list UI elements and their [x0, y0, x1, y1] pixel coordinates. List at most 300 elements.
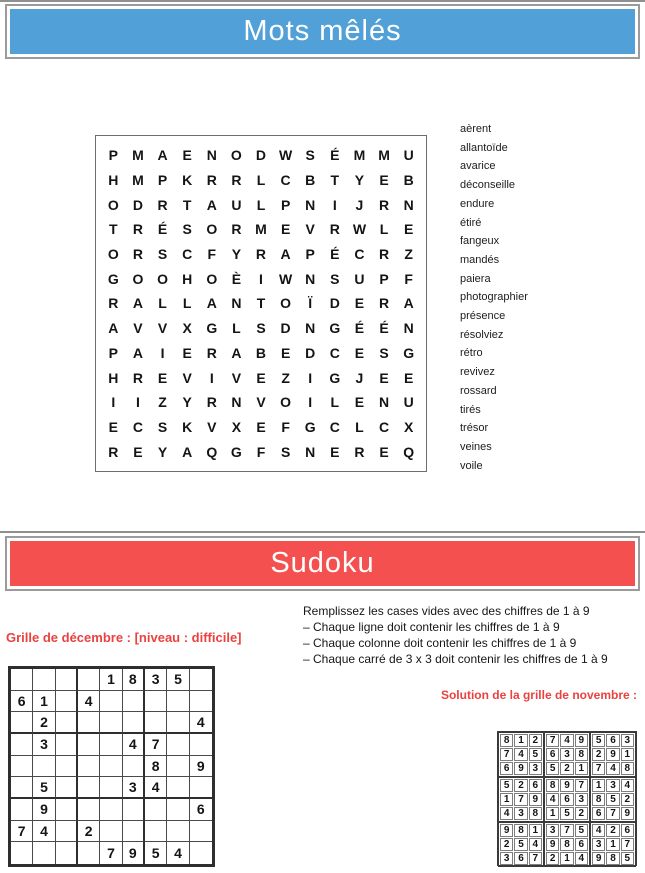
puzzle-cell-r8c5 — [100, 821, 122, 843]
puzzle-cell-r1c4 — [78, 669, 100, 691]
puzzle-cell-r8c3 — [56, 821, 78, 843]
solution-block-2 — [544, 732, 590, 777]
solution-cell-r9c1: 3 — [500, 852, 513, 865]
solution-block-1 — [498, 732, 544, 777]
ws-letter-r4c4: S — [182, 221, 192, 238]
solution-cell-r1c4: 7 — [546, 734, 559, 747]
ws-letter-r12c6: X — [231, 418, 242, 435]
ws-letter-r11c4: Y — [182, 394, 192, 411]
puzzle-cell-r5c3 — [56, 756, 78, 778]
ws-letter-r6c2: O — [132, 270, 144, 287]
ws-letter-r1c9: S — [305, 147, 315, 164]
solution-cell-r1c9: 3 — [621, 734, 634, 747]
solution-cell-r1c2: 1 — [514, 734, 527, 747]
ws-letter-r13c3: Y — [157, 443, 168, 460]
instruction-line-4: – Chaque carré de 3 x 3 doit contenir les chiffres de 1 à 9 — [303, 652, 608, 666]
puzzle-cell-r1c3 — [56, 669, 78, 691]
word-list-item-15: rossard — [460, 384, 497, 397]
ws-letter-r1c6: O — [230, 147, 242, 164]
puzzle-cell-r3c2: 2 — [33, 712, 55, 734]
solution-cell-r1c1: 8 — [500, 734, 513, 747]
solution-cell-r5c6: 3 — [575, 793, 588, 806]
puzzle-cell-r7c4 — [78, 799, 100, 821]
ws-letter-r6c1: G — [107, 270, 119, 287]
ws-letter-r12c13: X — [404, 418, 414, 435]
word-list-item-2: allantoïde — [460, 141, 508, 154]
solution-cell-r6c2: 3 — [514, 807, 527, 820]
puzzle-cell-r9c7: 5 — [145, 842, 167, 864]
puzzle-cell-r6c6: 3 — [123, 777, 145, 799]
ws-letter-r5c13: Z — [404, 246, 413, 263]
puzzle-cell-r2c2: 1 — [33, 691, 55, 713]
ws-letter-r12c1: E — [108, 418, 118, 435]
solution-block-3 — [590, 732, 636, 777]
solution-cell-r8c2: 5 — [514, 838, 527, 851]
ws-letter-r3c1: O — [107, 196, 119, 213]
instruction-line-1: Remplissez les cases vides avec des chiffres de 1 à 9 — [303, 604, 590, 618]
puzzle-cell-r8c9 — [190, 821, 212, 843]
ws-letter-r8c5: G — [206, 320, 218, 337]
word-list-item-5: endure — [460, 197, 495, 210]
ws-letter-r2c6: R — [231, 172, 242, 189]
ws-letter-r1c5: N — [206, 147, 217, 164]
ws-letter-r2c7: L — [256, 172, 266, 189]
solution-cell-r3c5: 2 — [560, 762, 573, 775]
ws-letter-r8c13: N — [403, 320, 414, 337]
ws-letter-r13c9: N — [305, 443, 316, 460]
puzzle-cell-r1c8: 5 — [167, 669, 189, 691]
solution-cell-r6c7: 6 — [592, 807, 605, 820]
ws-letter-r6c10: S — [330, 270, 340, 287]
ws-letter-r8c10: G — [329, 320, 341, 337]
ws-letter-r7c3: L — [158, 295, 167, 312]
solution-cell-r9c5: 1 — [560, 852, 573, 865]
word-list-item-10: photographier — [460, 291, 528, 304]
solution-cell-r7c4: 3 — [546, 824, 559, 837]
ws-letter-r1c2: M — [132, 147, 144, 164]
puzzle-cell-r2c8 — [167, 691, 189, 713]
word-list-item-19: voile — [460, 459, 483, 472]
ws-letter-r1c13: U — [403, 147, 414, 164]
wordsearch-header-bar — [10, 9, 635, 54]
solution-cell-r4c1: 5 — [500, 779, 513, 792]
ws-letter-r13c2: E — [133, 443, 143, 460]
word-list-item-16: tirés — [460, 403, 481, 416]
ws-letter-r9c8: E — [280, 344, 291, 361]
solution-block-7 — [498, 822, 544, 867]
ws-letter-r1c12: M — [378, 147, 390, 164]
ws-letter-r3c10: I — [332, 196, 337, 213]
solution-cell-r6c9: 9 — [621, 807, 634, 820]
ws-letter-r9c11: E — [354, 344, 365, 361]
word-list-item-7: fangeux — [460, 235, 500, 248]
ws-letter-r4c9: V — [305, 221, 315, 238]
solution-cell-r3c1: 6 — [500, 762, 513, 775]
solution-cell-r1c3: 2 — [529, 734, 542, 747]
solution-cell-r4c4: 8 — [546, 779, 559, 792]
solution-cell-r5c1: 1 — [500, 793, 513, 806]
ws-letter-r4c10: R — [329, 221, 340, 238]
puzzle-cell-r9c4 — [78, 842, 100, 864]
word-list-item-1: aèrent — [460, 123, 492, 135]
word-list-item-8: mandés — [460, 253, 500, 266]
solution-cell-r1c8: 6 — [606, 734, 619, 747]
ws-letter-r8c6: L — [232, 320, 241, 337]
solution-cell-r1c6: 9 — [575, 734, 588, 747]
ws-letter-r1c1: P — [108, 147, 118, 164]
puzzle-cell-r5c5 — [100, 756, 122, 778]
ws-letter-r9c7: B — [255, 344, 267, 361]
ws-letter-r12c4: K — [182, 418, 193, 435]
ws-letter-r9c1: P — [108, 344, 118, 361]
solution-cell-r2c4: 6 — [546, 748, 559, 761]
ws-letter-r6c9: N — [305, 270, 316, 287]
puzzle-cell-r4c9 — [190, 734, 212, 756]
ws-letter-r9c13: G — [403, 344, 415, 361]
sudoku-solution-grid — [497, 731, 637, 866]
solution-cell-r3c4: 5 — [546, 762, 559, 775]
solution-cell-r9c2: 6 — [514, 852, 527, 865]
solution-cell-r5c3: 9 — [529, 793, 542, 806]
puzzle-cell-r2c7 — [145, 691, 167, 713]
ws-letter-r12c9: G — [304, 418, 316, 435]
ws-letter-r11c12: N — [379, 394, 390, 411]
solution-cell-r7c1: 9 — [500, 824, 513, 837]
solution-block-6 — [590, 777, 636, 822]
ws-letter-r3c6: U — [231, 196, 242, 213]
puzzle-cell-r9c8: 4 — [167, 842, 189, 864]
ws-letter-r5c4: C — [182, 246, 193, 263]
puzzle-cell-r1c9 — [190, 669, 212, 691]
solution-cell-r6c4: 1 — [546, 807, 559, 820]
solution-cell-r2c1: 7 — [500, 748, 513, 761]
ws-letter-r7c12: R — [379, 295, 390, 312]
puzzle-cell-r1c7: 3 — [145, 669, 167, 691]
solution-cell-r2c9: 1 — [621, 748, 634, 761]
puzzle-cell-r7c1 — [11, 799, 33, 821]
ws-letter-r8c3: V — [157, 320, 168, 337]
puzzle-cell-r4c8 — [167, 734, 189, 756]
solution-cell-r2c3: 5 — [529, 748, 542, 761]
word-list-item-6: étiré — [460, 216, 482, 229]
ws-letter-r1c7: D — [255, 147, 267, 164]
puzzle-cell-r7c6 — [123, 799, 145, 821]
solution-cell-r4c5: 9 — [560, 779, 573, 792]
puzzle-cell-r9c9 — [190, 842, 212, 864]
ws-letter-r1c4: E — [182, 147, 192, 164]
solution-cell-r6c3: 8 — [529, 807, 542, 820]
solution-cell-r5c7: 8 — [592, 793, 605, 806]
ws-letter-r10c3: E — [157, 369, 168, 386]
ws-letter-r9c10: C — [329, 344, 340, 361]
ws-letter-r12c8: F — [281, 418, 290, 435]
ws-letter-r10c12: E — [379, 369, 389, 386]
puzzle-cell-r6c8 — [167, 777, 189, 799]
ws-letter-r2c4: K — [182, 172, 193, 189]
ws-letter-r6c6: È — [231, 270, 242, 287]
word-list-item-14: revivez — [460, 366, 495, 379]
ws-letter-r12c3: S — [157, 418, 168, 435]
solution-cell-r8c7: 3 — [592, 838, 605, 851]
solution-block-5 — [544, 777, 590, 822]
ws-letter-r5c7: R — [255, 246, 267, 263]
ws-letter-r7c5: A — [206, 295, 217, 312]
ws-letter-r13c11: R — [354, 443, 365, 460]
ws-letter-r7c1: R — [108, 295, 119, 312]
ws-letter-r4c5: O — [206, 221, 218, 238]
sudoku-title: Sudoku — [270, 547, 375, 579]
ws-letter-r13c6: G — [230, 443, 242, 460]
solution-cell-r9c9: 5 — [621, 852, 634, 865]
solution-cell-r8c9: 7 — [621, 838, 634, 851]
word-list-item-11: présence — [460, 310, 506, 323]
solution-cell-r2c8: 9 — [606, 748, 619, 761]
ws-letter-r13c8: S — [280, 443, 291, 460]
instruction-line-2: – Chaque ligne doit contenir les chiffres de 1 à 9 — [303, 620, 560, 634]
puzzle-cell-r2c6 — [123, 691, 145, 713]
puzzle-cell-r6c4 — [78, 777, 100, 799]
puzzle-cell-r5c2 — [33, 756, 55, 778]
ws-letter-r7c6: N — [231, 295, 242, 312]
solution-cell-r5c2: 7 — [514, 793, 527, 806]
ws-letter-r7c11: E — [354, 295, 365, 312]
sudoku-header-bar — [10, 541, 635, 586]
puzzle-cell-r2c5 — [100, 691, 122, 713]
wordsearch-grid — [95, 135, 427, 472]
puzzle-cell-r5c6 — [123, 756, 145, 778]
solution-cell-r6c5: 5 — [560, 807, 573, 820]
ws-letter-r6c8: W — [279, 270, 293, 287]
puzzle-cell-r4c5 — [100, 734, 122, 756]
ws-letter-r4c1: T — [109, 221, 118, 238]
solution-cell-r2c7: 2 — [592, 748, 605, 761]
ws-letter-r11c8: O — [280, 394, 292, 411]
ws-letter-r8c8: D — [280, 320, 291, 337]
ws-letter-r2c11: Y — [354, 172, 365, 189]
ws-letter-r2c5: R — [206, 172, 217, 189]
ws-letter-r10c11: J — [355, 369, 364, 386]
puzzle-cell-r8c4: 2 — [78, 821, 100, 843]
ws-letter-r11c3: Z — [158, 394, 167, 411]
ws-letter-r11c7: V — [256, 394, 266, 411]
ws-letter-r5c1: O — [107, 246, 119, 263]
ws-letter-r11c9: I — [308, 394, 313, 411]
ws-letter-r12c10: C — [329, 418, 340, 435]
puzzle-cell-r5c9: 9 — [190, 756, 212, 778]
ws-letter-r11c1: I — [111, 394, 116, 411]
ws-letter-r10c10: G — [329, 369, 341, 386]
solution-cell-r3c7: 7 — [592, 762, 605, 775]
ws-letter-r11c10: L — [330, 394, 340, 411]
puzzle-cell-r8c2: 4 — [33, 821, 55, 843]
puzzle-cell-r7c3 — [56, 799, 78, 821]
solution-cell-r1c7: 5 — [592, 734, 605, 747]
puzzle-cell-r4c6: 4 — [123, 734, 145, 756]
puzzle-cell-r3c4 — [78, 712, 100, 734]
ws-letter-r11c6: N — [231, 394, 242, 411]
solution-cell-r7c3: 1 — [529, 824, 542, 837]
ws-letter-r4c8: E — [280, 221, 291, 238]
puzzle-cell-r2c9 — [190, 691, 212, 713]
word-list-item-4: déconseille — [460, 179, 516, 192]
word-list-item-18: veines — [460, 440, 492, 453]
solution-cell-r7c8: 2 — [606, 824, 619, 837]
solution-cell-r5c4: 4 — [546, 793, 559, 806]
ws-letter-r12c11: L — [355, 418, 364, 435]
puzzle-cell-r1c1 — [11, 669, 33, 691]
ws-letter-r2c13: B — [403, 172, 414, 189]
solution-cell-r9c4: 2 — [546, 852, 559, 865]
wordsearch-header — [5, 4, 640, 59]
puzzle-cell-r3c8 — [167, 712, 189, 734]
ws-letter-r4c6: R — [231, 221, 242, 238]
puzzle-cell-r7c7 — [145, 799, 167, 821]
ws-letter-r3c3: R — [157, 196, 168, 213]
puzzle-cell-r4c7: 7 — [145, 734, 167, 756]
solution-cell-r7c5: 7 — [560, 824, 573, 837]
ws-letter-r10c2: R — [132, 369, 143, 386]
sudoku-puzzle-label: Grille de décembre : [niveau : difficile] — [6, 630, 242, 645]
ws-letter-r3c13: N — [403, 196, 414, 213]
solution-cell-r8c6: 6 — [575, 838, 588, 851]
solution-cell-r3c3: 3 — [529, 762, 542, 775]
solution-cell-r9c3: 7 — [529, 852, 542, 865]
puzzle-cell-r1c5: 1 — [100, 669, 122, 691]
ws-letter-r8c1: A — [108, 320, 119, 337]
puzzle-cell-r9c3 — [56, 842, 78, 864]
puzzle-cell-r6c1 — [11, 777, 33, 799]
ws-letter-r5c2: R — [132, 246, 143, 263]
ws-letter-r6c5: O — [206, 270, 218, 287]
ws-letter-r13c13: Q — [403, 443, 415, 460]
ws-letter-r2c8: C — [280, 172, 291, 189]
solution-cell-r8c3: 4 — [529, 838, 542, 851]
solution-cell-r4c2: 2 — [514, 779, 527, 792]
puzzle-cell-r7c5 — [100, 799, 122, 821]
ws-letter-r8c7: S — [256, 320, 266, 337]
puzzle-cell-r1c6: 8 — [123, 669, 145, 691]
solution-cell-r2c5: 3 — [560, 748, 573, 761]
puzzle-cell-r5c4 — [78, 756, 100, 778]
solution-cell-r5c9: 2 — [621, 793, 634, 806]
word-list-item-17: trésor — [460, 422, 489, 435]
puzzle-cell-r5c1 — [11, 756, 33, 778]
solution-cell-r4c7: 1 — [592, 779, 605, 792]
ws-letter-r5c5: F — [207, 246, 217, 263]
solution-cell-r4c3: 6 — [529, 779, 542, 792]
puzzle-cell-r7c9: 6 — [190, 799, 212, 821]
puzzle-cell-r8c1: 7 — [11, 821, 33, 843]
puzzle-cell-r3c3 — [56, 712, 78, 734]
puzzle-cell-r3c1 — [11, 712, 33, 734]
ws-letter-r6c11: U — [354, 270, 365, 287]
ws-letter-r6c3: O — [157, 270, 168, 287]
puzzle-cell-r6c3 — [56, 777, 78, 799]
ws-letter-r4c11: W — [352, 221, 367, 238]
ws-letter-r12c7: E — [256, 418, 266, 435]
ws-letter-r8c4: X — [182, 320, 192, 337]
ws-letter-r6c12: P — [379, 270, 389, 287]
wordsearch-word-list — [460, 120, 528, 475]
puzzle-cell-r6c5 — [100, 777, 122, 799]
ws-letter-r3c5: A — [206, 196, 217, 213]
sudoku-header — [5, 536, 640, 591]
solution-cell-r3c9: 8 — [621, 762, 634, 775]
ws-letter-r2c3: P — [157, 172, 168, 189]
puzzle-cell-r3c5 — [100, 712, 122, 734]
ws-letter-r6c7: I — [259, 270, 263, 287]
solution-cell-r8c5: 8 — [560, 838, 573, 851]
ws-letter-r9c6: A — [231, 344, 242, 361]
puzzle-cell-r3c9: 4 — [190, 712, 212, 734]
sudoku-instructions — [303, 603, 643, 667]
ws-letter-r2c10: T — [330, 172, 340, 189]
puzzle-cell-r1c2 — [33, 669, 55, 691]
ws-letter-r8c9: N — [305, 320, 316, 337]
ws-letter-r12c5: V — [207, 418, 217, 435]
ws-letter-r1c3: A — [157, 147, 168, 164]
ws-letter-r10c9: I — [308, 369, 313, 386]
ws-letter-r13c10: E — [330, 443, 340, 460]
ws-letter-r1c11: M — [353, 147, 366, 164]
solution-cell-r7c2: 8 — [514, 824, 527, 837]
solution-cell-r3c8: 4 — [606, 762, 619, 775]
sudoku-solution-label: Solution de la grille de novembre : — [440, 688, 637, 702]
solution-cell-r2c2: 4 — [514, 748, 527, 761]
sudoku-puzzle-grid — [8, 666, 215, 867]
solution-cell-r8c4: 9 — [546, 838, 559, 851]
word-list-item-12: résolviez — [460, 328, 504, 341]
puzzle-cell-r9c6: 9 — [123, 842, 145, 864]
ws-letter-r5c6: Y — [231, 246, 242, 263]
puzzle-cell-r4c1 — [11, 734, 33, 756]
puzzle-cell-r3c6 — [123, 712, 145, 734]
ws-letter-r4c2: R — [132, 221, 143, 238]
ws-letter-r3c11: J — [355, 196, 364, 213]
ws-letter-r9c3: I — [160, 344, 165, 361]
top-section-divider — [0, 0, 645, 2]
puzzle-cell-r7c8 — [167, 799, 189, 821]
ws-letter-r13c12: E — [379, 443, 389, 460]
ws-letter-r11c11: E — [354, 394, 365, 411]
ws-letter-r5c8: A — [280, 246, 291, 263]
ws-letter-r6c13: F — [404, 270, 413, 287]
ws-letter-r9c9: D — [305, 344, 316, 361]
ws-letter-r10c6: V — [231, 369, 242, 386]
sudoku-section-divider — [0, 531, 645, 533]
solution-cell-r7c6: 5 — [575, 824, 588, 837]
ws-letter-r12c12: C — [379, 418, 390, 435]
solution-cell-r8c1: 2 — [500, 838, 513, 851]
puzzle-cell-r6c9 — [190, 777, 212, 799]
ws-letter-r3c12: R — [379, 196, 390, 213]
wordsearch-title: Mots mêlés — [243, 15, 402, 47]
solution-cell-r4c9: 4 — [621, 779, 634, 792]
solution-cell-r4c6: 7 — [575, 779, 588, 792]
word-list-item-13: rétro — [460, 347, 483, 360]
ws-letter-r10c13: E — [404, 369, 414, 386]
ws-letter-r10c1: H — [108, 369, 119, 386]
ws-letter-r2c1: H — [108, 172, 119, 189]
puzzle-cell-r4c3 — [56, 734, 78, 756]
puzzle-cell-r8c8 — [167, 821, 189, 843]
solution-cell-r6c1: 4 — [500, 807, 513, 820]
puzzle-cell-r6c7: 4 — [145, 777, 167, 799]
solution-cell-r3c2: 9 — [514, 762, 527, 775]
ws-letter-r2c12: E — [379, 172, 389, 189]
solution-cell-r4c8: 3 — [606, 779, 619, 792]
solution-cell-r7c9: 6 — [621, 824, 634, 837]
